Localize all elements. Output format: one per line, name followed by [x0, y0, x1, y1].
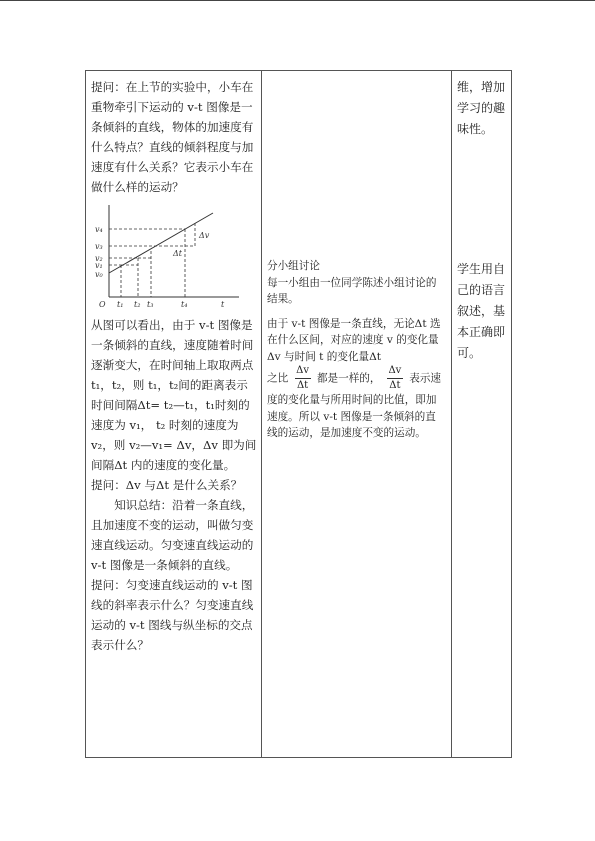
- x-label-t3: t₃: [147, 300, 154, 309]
- discussion-heading: 分小组讨论: [267, 260, 320, 272]
- answer-part-c: 度的变化量与所用时间的比值，即加速度。所以 v-t 图像是一条倾斜的直线的运动，是加速度不变的运动。: [267, 394, 437, 439]
- y-label-v0: v₀: [95, 270, 103, 279]
- fraction-denominator: Δt: [389, 380, 401, 391]
- intent-top: 维，增加学习的趣味性。: [457, 80, 506, 136]
- x-label-t4: t₄: [181, 300, 188, 309]
- fraction-numerator: Δv: [388, 365, 402, 376]
- question-2: 提问：Δv 与Δt 是什么关系？: [91, 478, 243, 492]
- x-label-t2: t₂: [134, 300, 141, 309]
- x-label-t: t: [221, 300, 225, 309]
- y-label-v1: v₁: [95, 261, 103, 270]
- vt-line: [109, 213, 213, 273]
- lesson-table: [85, 70, 512, 758]
- origin-label: O: [99, 300, 106, 309]
- answer-part-b: [267, 365, 446, 392]
- answer-b-mid: 都是一样的，: [316, 372, 381, 385]
- ratio-fraction-2: [387, 365, 403, 392]
- page-top-rule: [0, 0, 595, 1]
- ratio-fraction-1: [295, 365, 311, 392]
- fraction-denominator: Δt: [296, 380, 309, 391]
- answer-b-post: 表示速: [409, 372, 442, 385]
- y-label-v2: v₂: [95, 254, 103, 263]
- fraction-numerator: Δv: [296, 365, 309, 376]
- answer-b-pre: 之比: [267, 372, 289, 385]
- delta-v-label: Δv: [199, 231, 210, 240]
- vt-graph: [93, 201, 243, 311]
- intent-bottom: 学生用自己的语言叙述，基本正确即可。: [457, 262, 506, 360]
- discussion-instruction: 每一小组由一位同学陈述小组讨论的结果。: [267, 276, 437, 305]
- delta-t-label: Δt: [173, 249, 182, 258]
- y-label-v3: v₃: [95, 242, 103, 251]
- y-label-v4: v₄: [95, 225, 103, 234]
- teacher-activity-cell: [86, 71, 262, 758]
- design-intent-cell: [452, 71, 512, 758]
- question-3: 提问：匀变速直线运动的 v-t 图线的斜率表示什么？匀变速直线运动的 v-t 图线与纵坐标的交点表示什么？: [91, 578, 254, 652]
- x-label-t1: t₁: [117, 300, 124, 309]
- analysis-text: 从图可以看出，由于 v-t 图像是一条倾斜的直线，速度随着时间逐渐变大，在时间轴上取取两点 t₁，t₂，则 t₁，t₂间的距离表示时间间隔Δt= t₂—t₁，t₁时刻的速度为 v₁， t₂ 时刻的速度为 v₂，则 v₂—v₁= Δv，Δv 即为间间隔Δt 内的速度的变化量。: [91, 318, 257, 472]
- student-activity-cell: [262, 71, 452, 758]
- question-1: 提问：在上节的实验中，小车在重物牵引下运动的 v-t 图像是一条倾斜的直线，物体的加速度有什么特点？直线的倾斜程度与加速度有什么关系？它表示小车在做什么样的运动？: [91, 80, 254, 194]
- answer-part-a: 由于 v-t 图像是一条直线，无论Δt 选在什么区间，对应的速度 v 的变化量Δv 与时间 t 的变化量Δt: [267, 317, 441, 363]
- knowledge-summary: 知识总结：沿着一条直线，且加速度不变的运动，叫做匀变速直线运动。匀变速直线运动的 v-t 图像是一条倾斜的直线。: [91, 498, 254, 572]
